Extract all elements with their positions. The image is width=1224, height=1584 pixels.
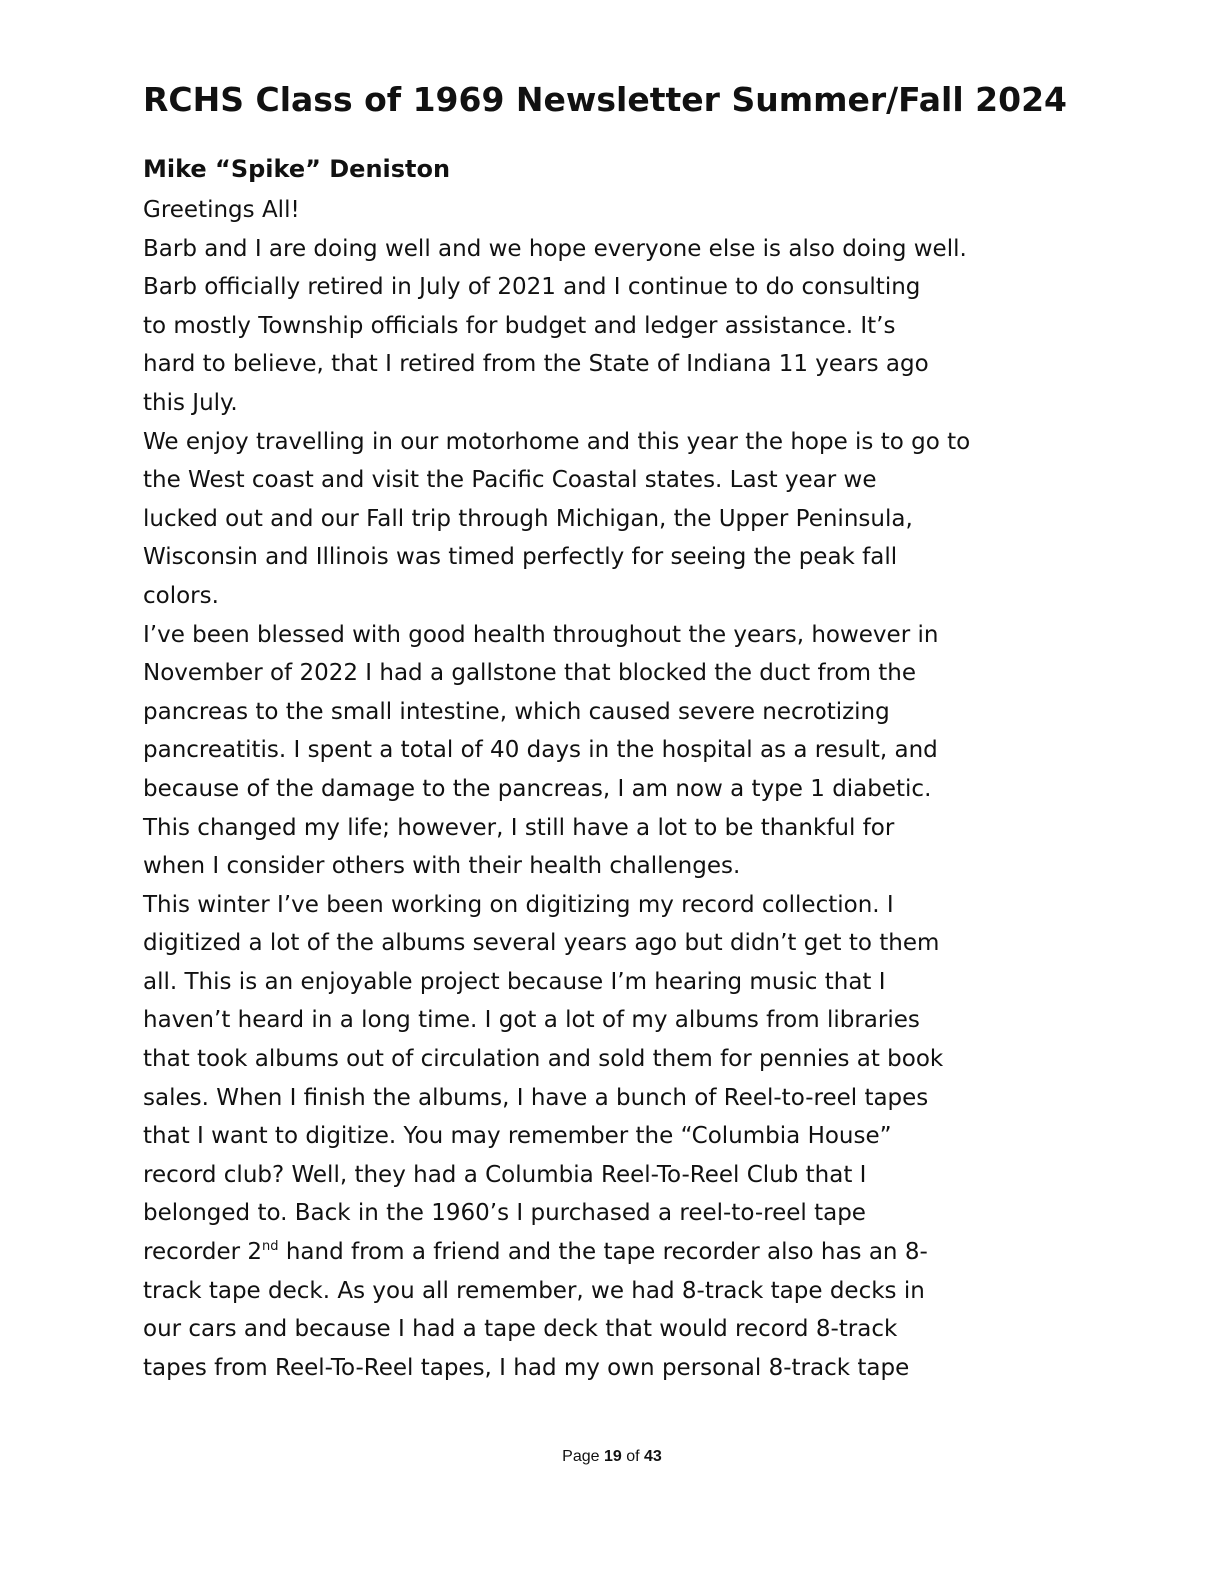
page-footer [0, 1447, 1224, 1467]
total-pages: 43 [644, 1448, 662, 1465]
article-body [143, 191, 1103, 1387]
text-line: our cars and because I had a tape deck that would record 8-track [143, 1316, 898, 1343]
page-label: Page [562, 1448, 600, 1465]
text-line: tapes from Reel-To-Reel tapes, I had my own personal 8-track tape [143, 1354, 910, 1381]
text-line: Greetings All! [143, 197, 300, 223]
text-line: lucked out and our Fall trip through Michigan, the Upper Peninsula, [143, 505, 913, 532]
text-line: This winter I’ve been working on digitizing my record collection. I [143, 891, 894, 918]
text-line: that took albums out of circulation and sold them for pennies at book [143, 1046, 944, 1073]
text-line: November of 2022 I had a gallstone that blocked the duct from the [143, 660, 917, 687]
text-line: I’ve been blessed with good health throughout the years, however in [143, 621, 939, 648]
text-line: the West coast and visit the Pacific Coastal states. Last year we [143, 467, 877, 494]
text-line: Barb and I are doing well and we hope everyone else is also doing well. [143, 235, 967, 262]
text-line: digitized a lot of the albums several years ago but didn’t get to them [143, 930, 940, 957]
text-segment: recorder 2 [143, 1239, 263, 1266]
text-line: pancreas to the small intestine, which caused severe necrotizing [143, 698, 890, 725]
text-line: this July. [143, 389, 238, 416]
text-line: to mostly Township officials for budget and ledger assistance. It’s [143, 312, 896, 339]
text-line: pancreatitis. I spent a total of 40 days in the hospital as a result, and [143, 737, 938, 764]
text-line: record club? Well, they had a Columbia Reel-To-Reel Club that I [143, 1161, 867, 1188]
text-line: We enjoy travelling in our motorhome and this year the hope is to go to [143, 428, 971, 455]
text-line: Barb officially retired in July of 2021 and I continue to do consulting [143, 274, 921, 301]
text-line: all. This is an enjoyable project because I’m hearing music that I [143, 968, 886, 995]
text-line: when I consider others with their health challenges. [143, 853, 741, 880]
text-line: sales. When I finish the albums, I have a bunch of Reel-to-reel tapes [143, 1084, 929, 1111]
text-line: colors. [143, 582, 219, 609]
newsletter-title: RCHS Class of 1969 Newsletter Summer/Fall 2024 [143, 80, 1068, 119]
text-line: that I want to digitize. You may remember the “Columbia House” [143, 1123, 892, 1150]
text-segment: hand from a friend and the tape recorder also has an 8- [278, 1239, 928, 1266]
text-line: because of the damage to the pancreas, I am now a type 1 diabetic. [143, 775, 932, 802]
article-author: Mike “Spike” Deniston [143, 155, 451, 183]
of-label: of [626, 1448, 640, 1465]
ordinal-superscript: nd [262, 1239, 279, 1255]
text-line: belonged to. Back in the 1960’s I purchased a reel-to-reel tape [143, 1200, 866, 1227]
text-line: haven’t heard in a long time. I got a lot of my albums from libraries [143, 1007, 920, 1034]
text-line: hard to believe, that I retired from the State of Indiana 11 years ago [143, 351, 929, 378]
text-line: Wisconsin and Illinois was timed perfectly for seeing the peak fall [143, 544, 898, 571]
text-line: track tape deck. As you all remember, we had 8-track tape decks in [143, 1277, 925, 1304]
page-number: 19 [603, 1448, 622, 1465]
text-line-with-superscript [143, 1233, 1103, 1272]
text-line: This changed my life; however, I still have a lot to be thankful for [143, 814, 895, 841]
